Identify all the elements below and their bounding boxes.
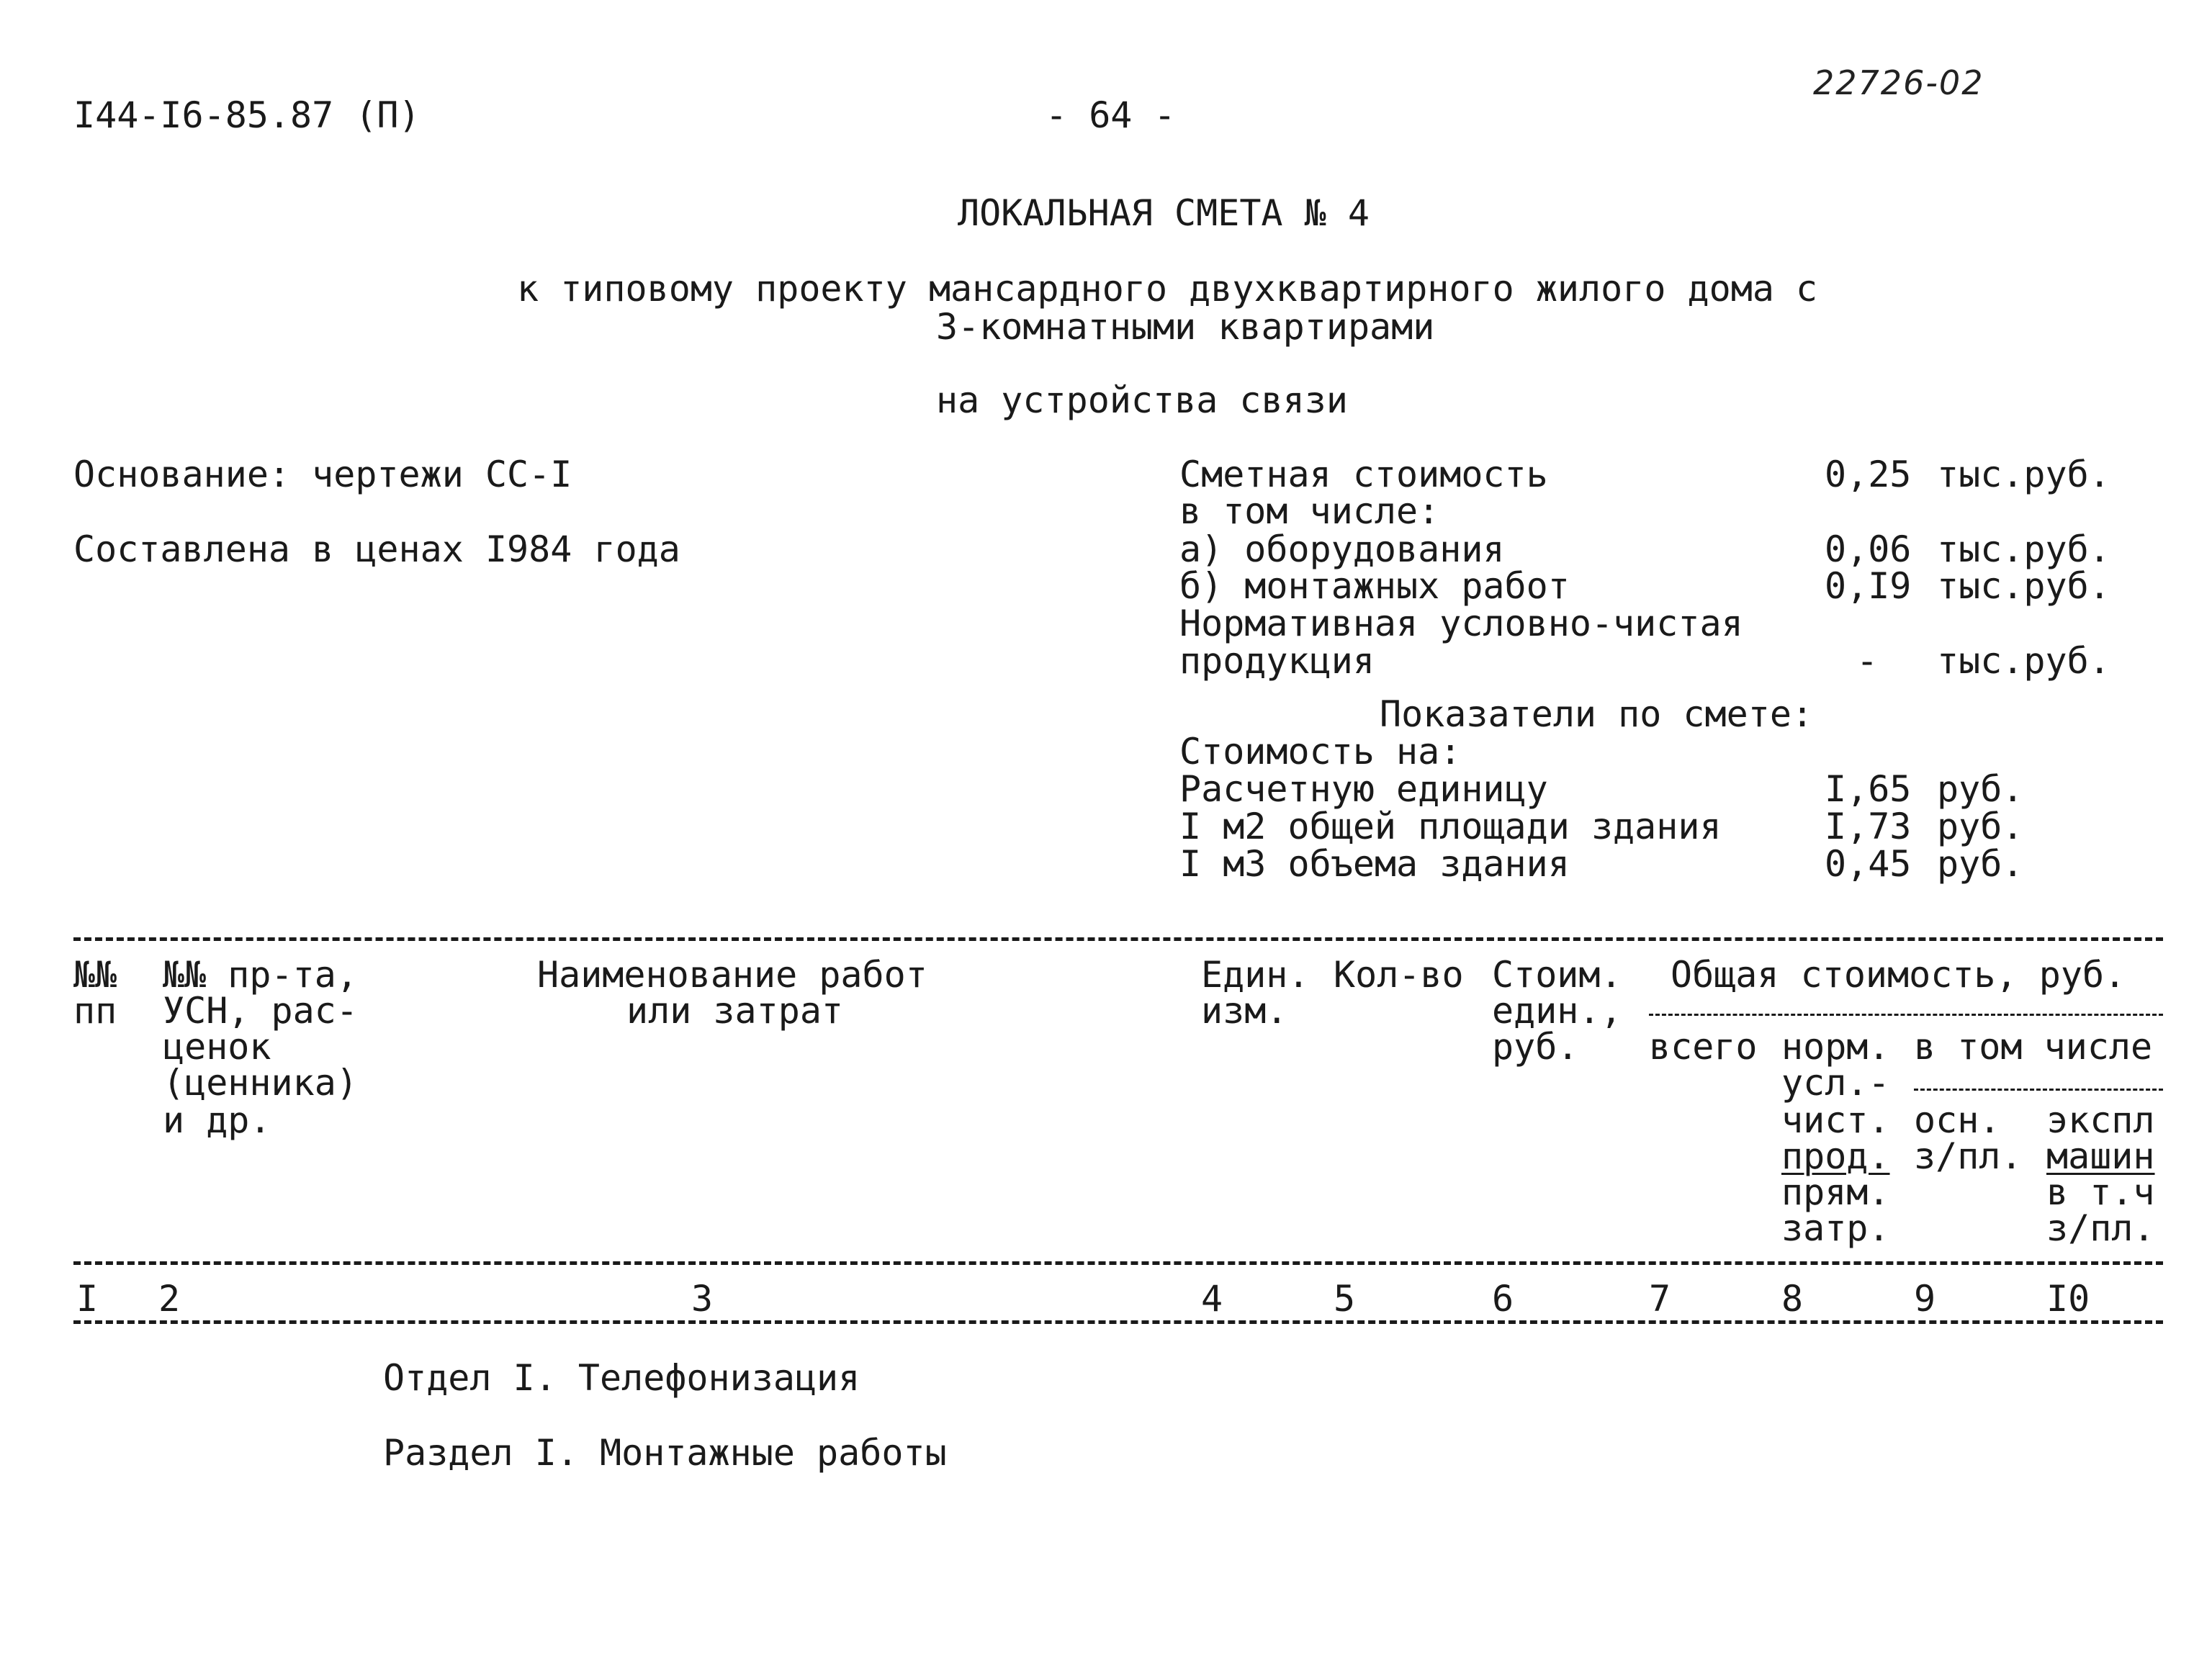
header-col6-line2: един.,	[1492, 990, 1622, 1032]
document-title: ЛОКАЛЬНАЯ СМЕТА № 4	[958, 192, 1370, 234]
column-number-2: 2	[158, 1278, 181, 1320]
basis-text: Основание: чертежи СС-I	[73, 454, 572, 495]
header-total-cost: Общая стоимость, руб.	[1671, 954, 2126, 996]
column-number-1: I	[76, 1278, 99, 1320]
column-number-9: 9	[1914, 1278, 1936, 1320]
volume-cost-value: 0,45	[1825, 843, 1912, 885]
header-col8-line3: чист.	[1781, 1099, 1890, 1141]
subtitle-line-2: 3-комнатными квартирами	[936, 306, 1435, 348]
equipment-value: 0,06	[1825, 528, 1912, 570]
header-col1-line2: пп	[73, 990, 117, 1032]
header-col6-line1: Стоим.	[1492, 954, 1622, 996]
header-col9-line2: з/пл.	[1914, 1135, 2023, 1177]
column-number-3: 3	[691, 1278, 714, 1320]
subtitle-line-1: к типовому проекту мансардного двухквартирного жилого дома с	[517, 268, 1818, 310]
unit-cost-unit: руб.	[1937, 768, 2024, 810]
header-col8-line4: прод.	[1781, 1135, 1890, 1177]
header-col10-line3: в т.ч	[2046, 1171, 2155, 1213]
indicators-heading: Показатели по смете:	[1380, 693, 1814, 735]
unit-cost-value: I,65	[1825, 768, 1912, 810]
header-col2-line5: и др.	[163, 1099, 271, 1141]
header-col10-line4: з/пл.	[2046, 1207, 2155, 1249]
header-col1-line1: №№	[73, 954, 117, 996]
document-code: I44-I6-85.87 (П)	[73, 94, 421, 136]
equipment-unit: тыс.руб.	[1937, 528, 2110, 570]
installation-value: 0,I9	[1825, 565, 1912, 607]
area-cost-label: I м2 общей площади здания	[1179, 806, 1722, 847]
header-col9-line1: осн.	[1914, 1099, 2001, 1141]
header-col8-line5: прям.	[1781, 1171, 1890, 1213]
header-col8-line2: усл.-	[1781, 1062, 1890, 1104]
installation-unit: тыс.руб.	[1937, 565, 2110, 607]
page-number: - 64 -	[1046, 94, 1176, 136]
header-col5-line1: Кол-во	[1334, 954, 1464, 996]
header-col4-line2: изм.	[1201, 990, 1288, 1032]
total-cost-rule	[1649, 1014, 2163, 1016]
header-col10-line2: машин	[2046, 1135, 2155, 1177]
column-number-5: 5	[1334, 1278, 1356, 1320]
section-heading: Раздел I. Монтажные работы	[383, 1432, 947, 1474]
header-col2-line1: №№ пр-та,	[163, 954, 358, 996]
normative-value: -	[1856, 640, 1879, 682]
normative-label-line-2: продукция	[1179, 640, 1375, 682]
cost-on-label: Стоимость на:	[1179, 731, 1462, 772]
header-col3-line1: Наименование работ	[537, 954, 927, 996]
header-col3-line2: или затрат	[626, 990, 844, 1032]
subject-line: на устройства связи	[936, 379, 1348, 421]
incl-rule	[1914, 1089, 2163, 1091]
installation-label: б) монтажных работ	[1179, 565, 1570, 607]
normative-label-line-1: Нормативная условно-чистая	[1179, 603, 1743, 644]
volume-cost-label: I м3 объема здания	[1179, 843, 1570, 885]
header-col2-line2: УСН, рас-	[163, 990, 358, 1032]
header-col10-line1: экспл	[2046, 1099, 2155, 1141]
column-number-8: 8	[1781, 1278, 1804, 1320]
header-col6-line3: руб.	[1492, 1026, 1579, 1068]
header-including: в том числе	[1914, 1026, 2153, 1068]
department-heading: Отдел I. Телефонизация	[383, 1357, 860, 1399]
normative-unit: тыс.руб.	[1937, 640, 2110, 682]
header-bottom-rule	[73, 1261, 2163, 1265]
column-numbers-rule	[73, 1320, 2163, 1324]
column-number-6: 6	[1492, 1278, 1514, 1320]
column-number-7: 7	[1649, 1278, 1671, 1320]
column-number-4: 4	[1201, 1278, 1223, 1320]
area-cost-unit: руб.	[1937, 806, 2024, 847]
header-col2-line3: ценок	[163, 1026, 271, 1068]
volume-cost-unit: руб.	[1937, 843, 2024, 885]
column-number-10: I0	[2046, 1278, 2090, 1320]
unit-cost-label: Расчетную единицу	[1179, 768, 1548, 810]
estimated-cost-unit: тыс.руб.	[1937, 454, 2110, 495]
area-cost-value: I,73	[1825, 806, 1912, 847]
header-col8-line6: затр.	[1781, 1207, 1890, 1249]
header-col8-line1: норм.	[1781, 1026, 1890, 1068]
header-col4-line1: Един.	[1201, 954, 1310, 996]
header-col7: всего	[1649, 1026, 1758, 1068]
prices-year-text: Составлена в ценах I984 года	[73, 528, 680, 570]
estimated-cost-value: 0,25	[1825, 454, 1912, 495]
equipment-label: а) оборудования	[1179, 528, 1505, 570]
inventory-number: 22726-02	[1813, 63, 1984, 102]
including-label: в том числе:	[1179, 490, 1440, 532]
table-top-rule	[73, 937, 2163, 941]
estimated-cost-label: Сметная стоимость	[1179, 454, 1548, 495]
header-col2-line4: (ценника)	[163, 1062, 358, 1104]
